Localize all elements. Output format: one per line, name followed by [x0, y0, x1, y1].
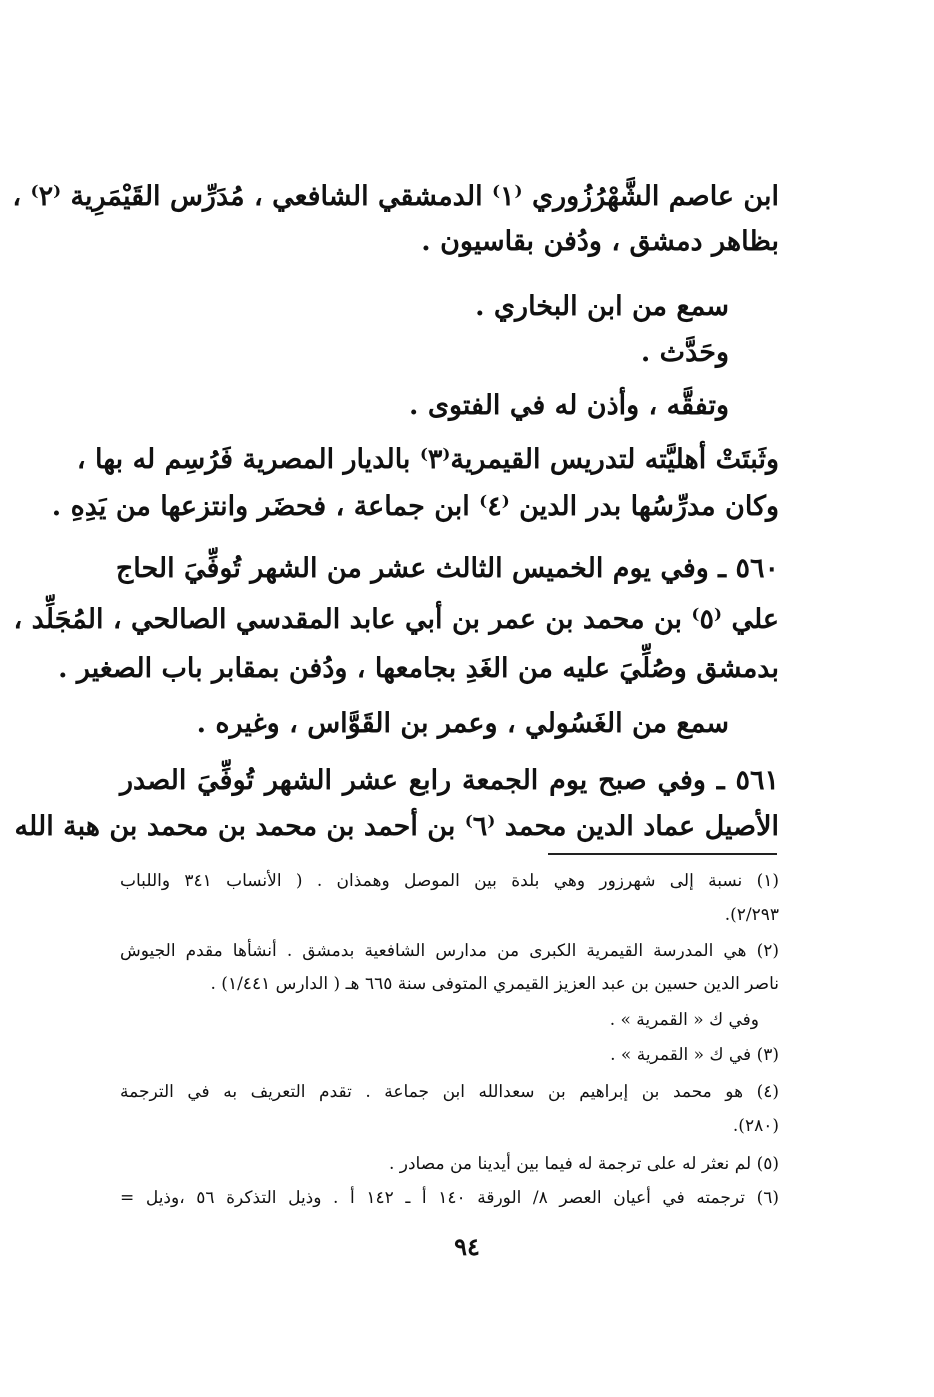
- footnote-line-8: (٢٨٠).: [732, 1116, 779, 1136]
- body-line-8: ٥٦٠ ـ وفي يوم الخميس الثالث عشر من الشهر تُوفِّيَ الحاج: [115, 553, 779, 584]
- body-line-3: سمع من ابن البخاري .: [475, 291, 729, 322]
- footnote-line-1: (١) نسبة إلى شهرزور وهي بلدة بين الموصل وهمذان . ( الأنساب ٣٤١ واللباب: [120, 871, 780, 891]
- body-line-12: ٥٦١ ـ وفي صبح يوم الجمعة رابع عشر الشهر تُوفِّيَ الصدر: [120, 765, 779, 796]
- body-line-11: سمع من الغَسُولي ، وعمر بن القَوَّاس ، وغيره .: [196, 708, 729, 739]
- footnote-line-3: (٢) هي المدرسة القيمرية الكبرى من مدارس الشافعية بدمشق . أنشأها مقدم الجيوش: [120, 941, 779, 961]
- body-line-4: وحَدَّث .: [640, 337, 729, 368]
- body-line-1: ابن عاصم الشَّهْرُزُوري ⁽١⁾ الدمشقي الشافعي ، مُدَرِّس القَيْمَرِية ⁽٢⁾ ،: [12, 181, 779, 212]
- footnote-line-5: وفي ك « القمرية » .: [609, 1010, 759, 1030]
- body-line-7: وكان مدرِّسُها بدر الدين ⁽٤⁾ ابن جماعة ، فحضَر وانتزعها من يَدِهِ .: [51, 491, 779, 522]
- body-line-13: الأصيل عماد الدين محمد ⁽٦⁾ بن أحمد بن محمد بن محمد بن هبة الله: [14, 811, 779, 842]
- body-line-5: وتفقَّه ، وأذن له في الفتوى .: [409, 390, 729, 421]
- footnote-line-7: (٤) هو محمد بن إبراهيم بن سعدالله ابن جماعة . تقدم التعريف به في الترجمة: [120, 1082, 779, 1102]
- body-line-10: بدمشق وصُلِّيَ عليه من الغَدِ بجامعها ، ودُفن بمقابر باب الصغير .: [58, 653, 779, 684]
- footnote-line-9: (٥) لم نعثر له على ترجمة له فيما بين أيدينا من مصادر .: [388, 1154, 779, 1174]
- body-line-9: علي ⁽٥⁾ بن محمد بن عمر بن أبي عابد المقدسي الصالحي ، المُجَلِّد ،: [13, 604, 779, 635]
- footnote-line-2: ٢/٢٩٣).: [724, 905, 779, 925]
- body-line-2: بظاهر دمشق ، ودُفن بقاسيون .: [421, 226, 779, 257]
- page-number: ٩٤: [454, 1232, 480, 1261]
- footnote-line-6: (٣) في ك « القمرية » .: [610, 1045, 779, 1065]
- body-line-6: وثَبتَتْ أهليَّته لتدريس القيمرية⁽٣⁾ بالديار المصرية فَرُسِم له بها ،: [76, 444, 779, 475]
- footnote-separator: [548, 853, 777, 855]
- footnote-line-4: ناصر الدين حسين بن عبد العزيز القيمري المتوفى سنة ٦٦٥ هـ ( الدارس ١/٤٤١) .: [210, 974, 779, 994]
- footnote-line-10: (٦) ترجمته في أعيان العصر ٨/ الورقة ١٤٠ أ ـ ١٤٢ أ . وذيل التذكرة ٥٦ ،وذيل =: [120, 1188, 780, 1208]
